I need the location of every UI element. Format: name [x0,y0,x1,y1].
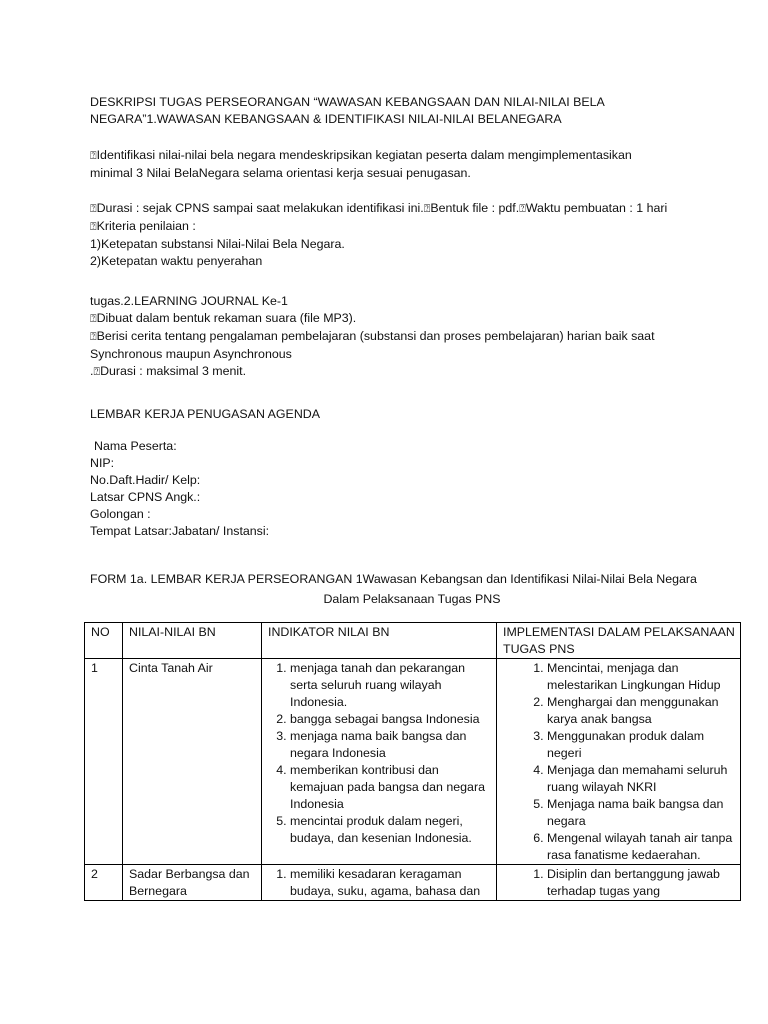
list-item: 5. Menjaga nama baik bangsa dan negara [547,796,735,830]
nilai-bn-table [84,622,741,901]
lj-line-2: Dibuat dalam bentuk rekaman suara (file MP3). [96,311,357,325]
row-no: 1 [85,659,123,865]
list-item: 3. menjaga nama baik bangsa dan negara Indonesia [290,728,491,762]
list-item: 3. Menggunakan produk dalam negeri [547,728,735,762]
header-implementasi: IMPLEMENTASI DALAM PELAKSANAAN TUGAS PNS [497,623,741,659]
row-indikator [262,865,497,901]
lj-line-3: Berisi cerita tentang pengalaman pembelajaran (substansi dan proses pembelajaran) harian baik saat [96,329,655,343]
list-item: 4. Menjaga dan memahami seluruh ruang wilayah NKRI [547,762,735,796]
lj-line-5: Durasi : maksimal 3 menit. [100,364,247,378]
missing-glyph-icon: ⍰ [90,221,97,233]
list-item: 2. bangga sebagai bangsa Indonesia [290,711,491,728]
waktu-pembuatan-text: Waktu pembuatan : 1 hari [525,201,668,215]
header-indikator: INDIKATOR NILAI BN [262,623,497,659]
list-item: 4. memberikan kontribusi dan kemajuan pada bangsa dan negara Indonesia [290,762,491,813]
kriteria-item-1: 1)Ketepatan substansi Nilai-Nilai Bela Negara. [90,237,345,251]
row-implementasi [497,865,741,901]
document-header [90,94,710,128]
table-header-row [85,623,741,659]
field-no-daft-hadir: No.Daft.Hadir/ Kelp: [90,473,201,487]
participant-fields [90,438,710,540]
header-nilai: NILAI-NILAI BN [123,623,262,659]
missing-glyph-icon: ⍰ [90,313,97,325]
kriteria-text: Kriteria penilaian : [96,219,196,233]
missing-glyph-icon: ⍰ [90,150,97,162]
field-golongan: Golongan : [90,507,151,521]
list-item: 1. Mencintai, menjaga dan melestarikan Lingkungan Hidup [547,660,735,694]
form-title-line-2: Dalam Pelaksanaan Tugas PNS [323,592,501,606]
kriteria-item-2: 2)Ketepatan waktu penyerahan [90,254,263,268]
row-indikator [262,659,497,865]
list-item: 2. Menghargai dan menggunakan karya anak bangsa [547,694,735,728]
lj-line-1: tugas.2.LEARNING JOURNAL Ke-1 [90,294,288,308]
header-line-2: NEGARA”1.WAWASAN KEBANGSAAN & IDENTIFIKASI NILAI-NILAI BELANEGARA [90,112,562,126]
list-item: 1. menjaga tanah dan pekarangan serta seluruh ruang wilayah Indonesia. [290,660,491,711]
para1-line-1: Identifikasi nilai-nilai bela negara mendeskripsikan kegiatan peserta dalam mengimplementasikan [96,148,632,162]
row-nilai: Sadar Berbangsa dan Bernegara [123,865,262,901]
row-nilai: Cinta Tanah Air [123,659,262,865]
paragraph-durasi [90,200,710,270]
field-nama-peserta: Nama Peserta: [94,439,177,453]
lembar-kerja-title: LEMBAR KERJA PENUGASAN AGENDA [90,407,320,421]
missing-glyph-icon: ⍰ [93,366,101,378]
table-row [85,865,741,901]
row-implementasi [497,659,741,865]
missing-glyph-icon: ⍰ [90,203,97,215]
paragraph-identifikasi [90,147,710,182]
row-no: 2 [85,865,123,901]
list-item: 1. memiliki kesadaran keragaman budaya, suku, agama, bahasa dan [290,866,491,900]
header-line-1: DESKRIPSI TUGAS PERSEORANGAN “WAWASAN KEBANGSAAN DAN NILAI-NILAI BELA [90,95,605,109]
lj-line-4: Synchronous maupun Asynchronous [90,347,292,361]
table-row [85,659,741,865]
paragraph-learning-journal [90,293,710,381]
durasi-text: Durasi : sejak CPNS sampai saat melakukan identifikasi ini. [96,201,424,215]
field-tempat-latsar: Tempat Latsar:Jabatan/ Instansi: [90,524,270,538]
missing-glyph-icon: ⍰ [423,203,431,215]
para1-line-2: minimal 3 Nilai BelaNegara selama orientasi kerja sesuai penugasan. [90,166,471,180]
form-title-line-1: FORM 1a. LEMBAR KERJA PERSEORANGAN 1Wawasan Kebangsan dan Identifikasi Nilai-Nilai Bela Negara [90,572,697,586]
missing-glyph-icon: ⍰ [90,331,97,343]
list-item: 1. Disiplin dan bertanggung jawab terhadap tugas yang [547,866,735,900]
missing-glyph-icon: ⍰ [519,203,526,215]
bentuk-file-text: Bentuk file : pdf. [430,201,520,215]
header-no: NO [85,623,123,659]
lj-line-5-prefix: . [90,364,94,378]
field-nip: NIP: [90,456,115,470]
field-latsar: Latsar CPNS Angk.: [90,490,201,504]
list-item: 6. Mengenal wilayah tanah air tanpa rasa fanatisme kedaerahan. [547,830,735,864]
list-item: 5. mencintai produk dalam negeri, budaya, dan kesenian Indonesia. [290,813,491,847]
